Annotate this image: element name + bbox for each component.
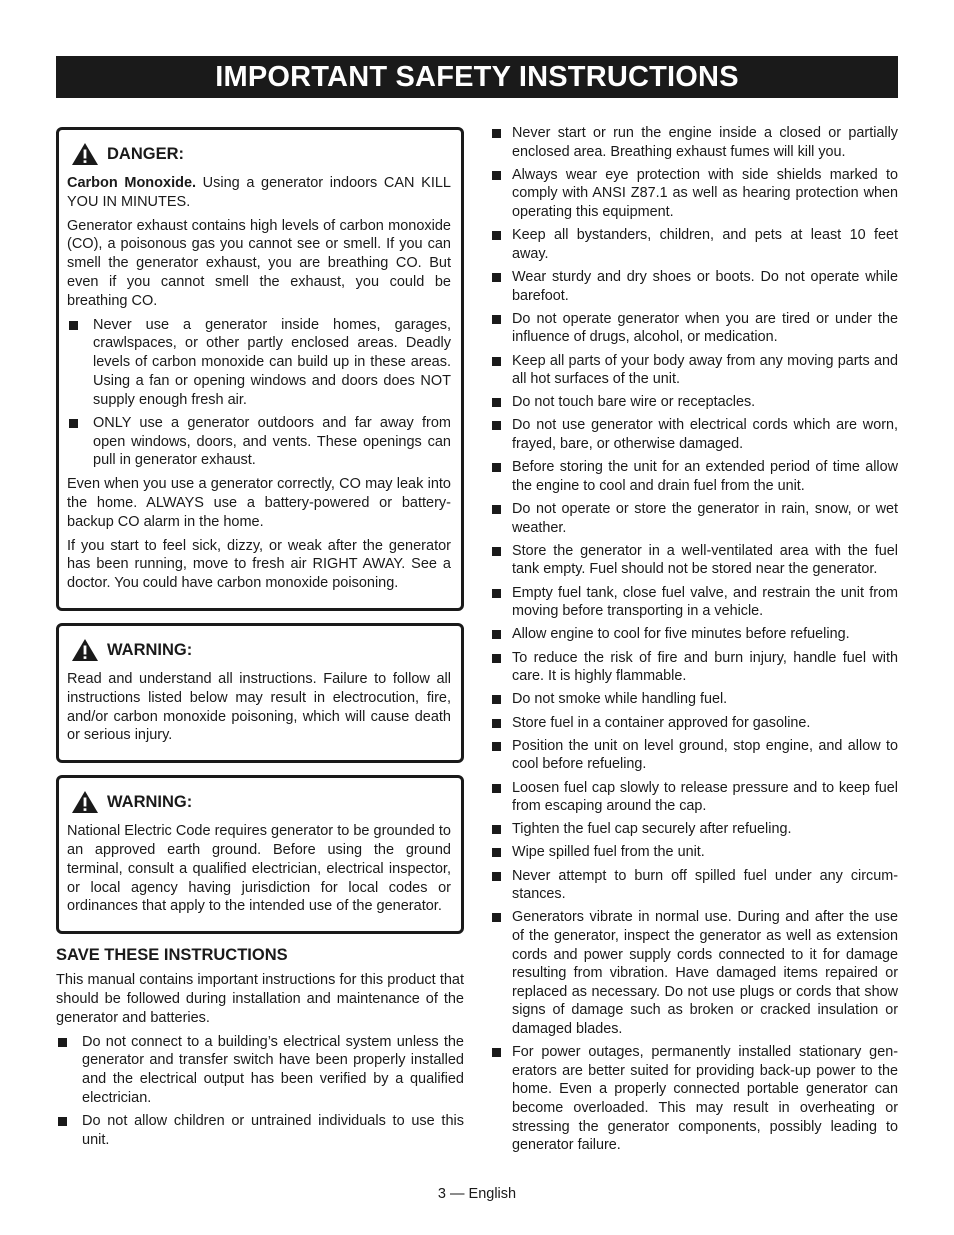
list-item-text: Before storing the unit for an extended period of time allow the engine to cool and drain fuel from the unit. [512,459,898,494]
warning-box-2 [56,775,464,934]
save-instructions-heading: SAVE THESE INSTRUCTIONS [56,946,288,965]
danger-bullets [67,316,451,471]
list-item [490,843,898,862]
list-item [56,1033,464,1108]
list-item-text: Never start or run the engine inside a closed or partially enclosed area. Breathing exhaust fumes will kill you. [512,125,898,160]
list-item-text: Keep all parts of your body away from any moving parts and all hot surfaces of the unit. [512,352,898,388]
bullet-square-icon [492,654,501,663]
page-title: IMPORTANT SAFETY INSTRUCTIONS [56,56,898,98]
list-item [490,226,898,263]
list-item-text: Loosen fuel cap slowly to release pressure and to keep fuel from escaping around the cap. [512,779,898,815]
list-item [490,649,898,686]
list-item-text: Keep all bystanders, children, and pets at least 10 feet away. [512,227,898,262]
bullet-square-icon [492,1048,501,1057]
bullet-square-icon [69,321,78,330]
bullet-square-icon [492,848,501,857]
list-item [490,458,898,495]
right-column [490,124,898,1160]
warning-triangle-icon [71,790,99,814]
list-item [490,124,898,161]
list-item-text: Do not allow children or untrained individuals to use this unit. [82,1113,464,1148]
bullet-square-icon [492,505,501,514]
list-item [490,737,898,774]
list-item-text: Never use a generator inside homes, garages, crawlspaces, or other partly enclosed areas. Deadly levels of carbon monoxide can build up in these areas. Using a fan or opening windows and doors does NOT supply enough fresh air. [93,316,451,408]
safety-bullets [490,124,898,1155]
list-item [490,166,898,222]
warning-heading-2 [71,790,451,814]
danger-para-3: If you start to feel sick, dizzy, or weak after the generator has been running, move to fresh air RIGHT AWAY. See a doctor. You could have carbon monoxide poisoning. [67,537,451,592]
bullet-square-icon [492,129,501,138]
list-item [490,779,898,816]
bullet-square-icon [492,784,501,793]
list-item-text: Generators vibrate in normal use. During and after the use of the generator, inspect the generator as well as extension cords and power supply cords connected to it for damage resulting from vibration. Have damaged items repaired or replaced as necessary. Do not use plugs or cords that show signs of damage such as broken or cracked insulation or damaged blades. [512,909,898,1037]
bullet-square-icon [492,719,501,728]
bullet-square-icon [492,273,501,282]
list-item-text: Allow engine to cool for five minutes before refueling. [512,626,850,643]
bullet-square-icon [492,547,501,556]
warning-heading-1 [71,638,451,662]
list-item [490,714,898,733]
list-item [67,414,451,470]
list-item [490,820,898,839]
list-item-text: Position the unit on level ground, stop engine, and allow to cool before refueling. [512,737,898,773]
danger-para-2: Even when you use a generator correctly, CO may leak into the home. ALWAYS use a battery-powered or battery-backup CO alarm in the home. [67,476,451,530]
list-item [490,908,898,1038]
list-item-text: ONLY use a generator outdoors and far away from open windows, doors, and vents. These openings can pull in generator exhaust. [93,414,451,469]
list-item [490,268,898,305]
danger-para-1: Generator exhaust contains high levels of carbon monoxide (CO), a poisonous gas you cannot see or smell. If you can smell the generator exhaust, you are breathing CO. But even if you cannot smell the exhaust, you could be breathing CO. [67,217,451,309]
warning-text-2: National Electric Code requires generator to be grounded to an approved earth ground. Before using the ground terminal, consult a qualified electrician, electrical inspector, or local agency having jurisdiction for local codes or ordinances that apply to the intended use of the generator. [67,823,451,915]
list-item-text: Do not operate generator when you are tired or under the influence of drugs, alcohol, or medication. [512,310,898,346]
list-item-text: Do not operate or store the generator in rain, snow, or wet weather. [512,501,898,536]
bullet-square-icon [492,872,501,881]
bullet-square-icon [492,589,501,598]
list-item-text: Do not touch bare wire or receptacles. [512,394,756,411]
list-item [490,625,898,644]
list-item-text: Wear sturdy and dry shoes or boots. Do not operate while barefoot. [512,268,898,304]
list-item-text: For power outages, permanently installed stationary gen-erators are better suited for providing back-up power to the home. Even a properly connected portable generator can become overloaded. This may result in overheating or stressing the generator components, possibly leading to generator failure. [512,1044,898,1154]
list-item [490,584,898,621]
list-item [490,416,898,453]
list-item [490,690,898,709]
list-item-text: Do not smoke while handling fuel. [512,691,728,708]
warning-box-1 [56,623,464,763]
bullet-square-icon [492,913,501,922]
bullet-square-icon [58,1038,67,1047]
list-item [490,1043,898,1155]
warning-heading-label: WARNING: [107,640,193,659]
list-item [67,316,451,410]
warning-triangle-icon [71,142,99,166]
list-item-text: Store the generator in a well-ventilated area with the fuel tank empty. Fuel should not be stored near the generator. [512,542,898,578]
bullet-square-icon [58,1117,67,1126]
list-item [490,867,898,904]
bullet-square-icon [492,315,501,324]
list-item-text: Never attempt to burn off spilled fuel under any circum-stances. [512,867,898,903]
bullet-square-icon [69,419,78,428]
bullet-square-icon [492,398,501,407]
list-item-text: Do not use generator with electrical cords which are worn, frayed, bare, or otherwise damaged. [512,417,898,453]
list-item-text: Store fuel in a container approved for gasoline. [512,714,811,731]
warning-text-1: Read and understand all instructions. Failure to follow all instructions listed below may result in electrocution, fire, and/or carbon monoxide poisoning, which will cause death or serious injury. [67,671,451,744]
list-item [490,352,898,389]
danger-heading-label: DANGER: [107,144,184,163]
bullet-square-icon [492,742,501,751]
warning-heading-label: WARNING: [107,792,193,811]
bullet-square-icon [492,357,501,366]
bullet-square-icon [492,463,501,472]
danger-lead-text: Using a generator indoors CAN KILL YOU IN MINUTES. [67,175,451,210]
left-column [56,127,464,1155]
bullet-square-icon [492,231,501,240]
bullet-square-icon [492,630,501,639]
bullet-square-icon [492,695,501,704]
bullet-square-icon [492,421,501,430]
save-bullets [56,1033,464,1150]
list-item [56,1112,464,1150]
bullet-square-icon [492,171,501,180]
list-item-text: Do not connect to a building’s electrical system unless the generator and transfer switch have been properly installed and the electrical output has been verified by a qualified electrician. [82,1033,464,1106]
list-item [490,310,898,347]
save-intro: This manual contains important instructions for this product that should be followed during installation and maintenance of the generator and batteries. [56,972,464,1026]
list-item [490,542,898,579]
danger-lead [67,174,451,212]
list-item [490,500,898,537]
list-item-text: To reduce the risk of fire and burn injury, handle fuel with care. It is highly flammable. [512,649,898,685]
danger-heading [71,142,451,166]
bullet-square-icon [492,825,501,834]
list-item-text: Empty fuel tank, close fuel valve, and restrain the unit from moving before transporting in a vehicle. [512,584,898,620]
danger-lead-bold: Carbon Monoxide. [67,175,197,191]
warning-triangle-icon [71,638,99,662]
page-footer: 3 — English [437,1186,517,1202]
list-item-text: Wipe spilled fuel from the unit. [512,844,705,861]
list-item-text: Always wear eye protection with side shields marked to comply with ANSI Z87.1 as well as hearing protection when operating this equipment. [512,166,898,220]
list-item [490,393,898,412]
danger-box [56,127,464,611]
list-item-text: Tighten the fuel cap securely after refueling. [512,821,792,838]
